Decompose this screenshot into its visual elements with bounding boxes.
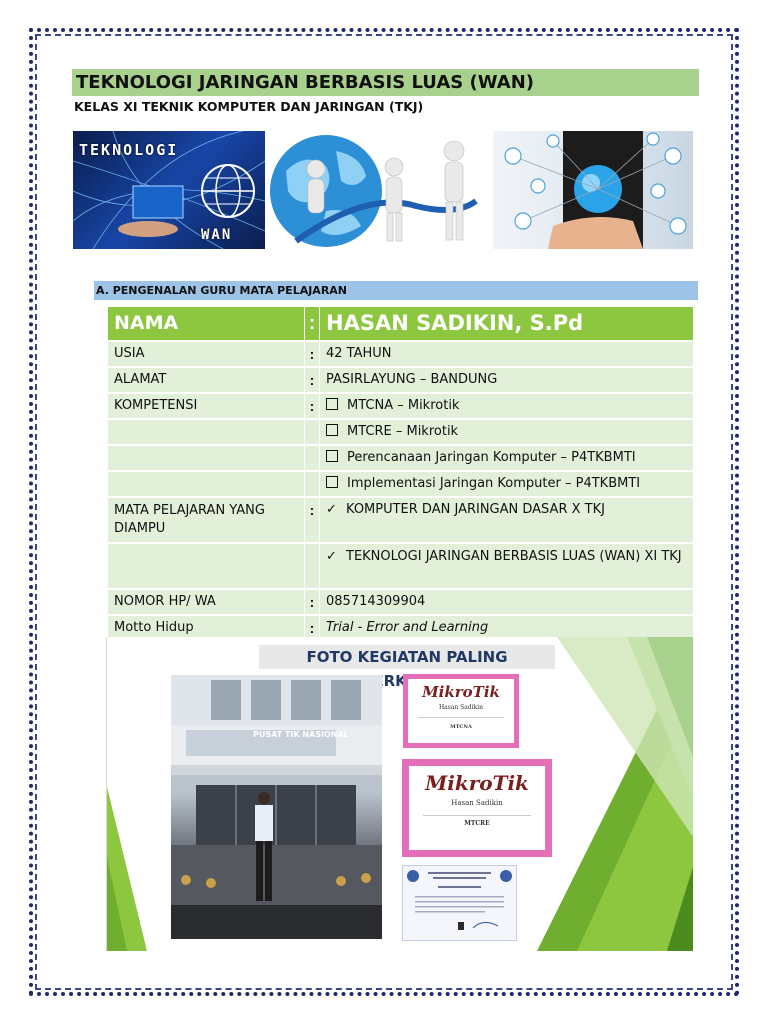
- checkbox-icon: [326, 424, 338, 436]
- certificate-name: Hasan Sadikin: [438, 704, 484, 711]
- separator: :: [304, 307, 320, 340]
- separator: :: [304, 394, 320, 418]
- competence-label: KOMPETENSI: [114, 398, 198, 413]
- list-item: [320, 420, 693, 444]
- motto-value: Trial - Error and Learning: [326, 620, 489, 635]
- certificate-graphic: [403, 866, 516, 940]
- photo-section-title: FOTO KEGIATAN PALING: [259, 645, 555, 669]
- table-row-subjects: [108, 498, 693, 544]
- banner-hand-globe: [493, 131, 693, 249]
- building-photo: [171, 675, 382, 939]
- page-title: TEKNOLOGI JARINGAN BERBASIS LUAS (WAN): [76, 72, 535, 93]
- separator: :: [304, 498, 320, 542]
- phone-label: NOMOR HP/ WA: [114, 594, 216, 609]
- motto-label: Motto Hidup: [114, 620, 194, 635]
- list-item: [320, 498, 693, 542]
- hand-globe-graphic: [493, 131, 693, 249]
- list-item: [320, 544, 693, 588]
- certificate-code: MTCNA: [450, 724, 472, 730]
- checkbox-icon: [326, 476, 338, 488]
- page-subtitle: KELAS XI TEKNIK KOMPUTER DAN JARINGAN (TKJ): [74, 99, 424, 114]
- table-row-age: [108, 342, 693, 368]
- table-row-address: [108, 368, 693, 394]
- banner-label-teknologi: TEKNOLOGI: [79, 141, 179, 159]
- checkbox-icon: [326, 450, 338, 462]
- competence-item: Perencanaan Jaringan Komputer – P4TKBMTI: [347, 450, 636, 465]
- section-heading: A. PENGENALAN GURU MATA PELAJARAN: [94, 281, 698, 300]
- separator: :: [304, 342, 320, 366]
- building-graphic: [171, 675, 382, 939]
- banner-label-wan: WAN: [201, 227, 233, 243]
- certificate-mtcre: [402, 759, 552, 857]
- certificate-mtcna: [403, 674, 519, 748]
- certificate-p4tk: [402, 865, 517, 941]
- globe-figures-graphic: [266, 131, 490, 249]
- teacher-info-table: [108, 307, 693, 642]
- mikrotik-logo: MikroTik: [425, 771, 529, 795]
- list-item: [320, 472, 693, 496]
- list-item: [320, 446, 693, 470]
- competence-item: Implementasi Jaringan Komputer – P4TKBMTI: [347, 476, 641, 491]
- certificate-code: MTCRE: [464, 820, 490, 827]
- list-item: [320, 394, 693, 418]
- banner-globe-figures: [266, 131, 490, 249]
- address-value: PASIRLAYUNG – BANDUNG: [326, 372, 498, 387]
- separator: :: [304, 590, 320, 614]
- checkbox-icon: [326, 398, 338, 410]
- certificate-name: Hasan Sadikin: [451, 799, 503, 807]
- building-sign: PUSAT TIK NASIONAL: [253, 730, 349, 739]
- table-row-subjects: [108, 544, 693, 590]
- check-icon: ✓: [326, 502, 337, 517]
- phone-value: 085714309904: [326, 594, 426, 609]
- table-row-phone: [108, 590, 693, 616]
- table-row-name: [108, 307, 693, 342]
- age-value: 42 TAHUN: [326, 346, 392, 361]
- table-row-competence: [108, 420, 693, 446]
- address-label: ALAMAT: [114, 372, 167, 387]
- subject-item: TEKNOLOGI JARINGAN BERBASIS LUAS (WAN) XI TKJ: [346, 549, 682, 564]
- subject-item: KOMPUTER DAN JARINGAN DASAR X TKJ: [346, 502, 605, 517]
- mikrotik-logo: MikroTik: [422, 683, 500, 701]
- name-value: HASAN SADIKIN, S.Pd: [326, 311, 584, 335]
- table-row-competence: [108, 394, 693, 420]
- separator: :: [304, 368, 320, 392]
- subjects-label: MATA PELAJARAN YANG DIAMPU: [114, 503, 265, 536]
- name-label: NAMA: [114, 312, 179, 334]
- competence-item: MTCNA – Mikrotik: [347, 398, 460, 413]
- check-icon: ✓: [326, 549, 337, 564]
- table-row-competence: [108, 446, 693, 472]
- separator: :: [304, 616, 320, 640]
- competence-item: MTCRE – Mikrotik: [347, 424, 459, 439]
- table-row-competence: [108, 472, 693, 498]
- age-label: USIA: [114, 346, 145, 361]
- title-bar: [72, 69, 699, 96]
- banner-teknologi-wan: [73, 131, 265, 249]
